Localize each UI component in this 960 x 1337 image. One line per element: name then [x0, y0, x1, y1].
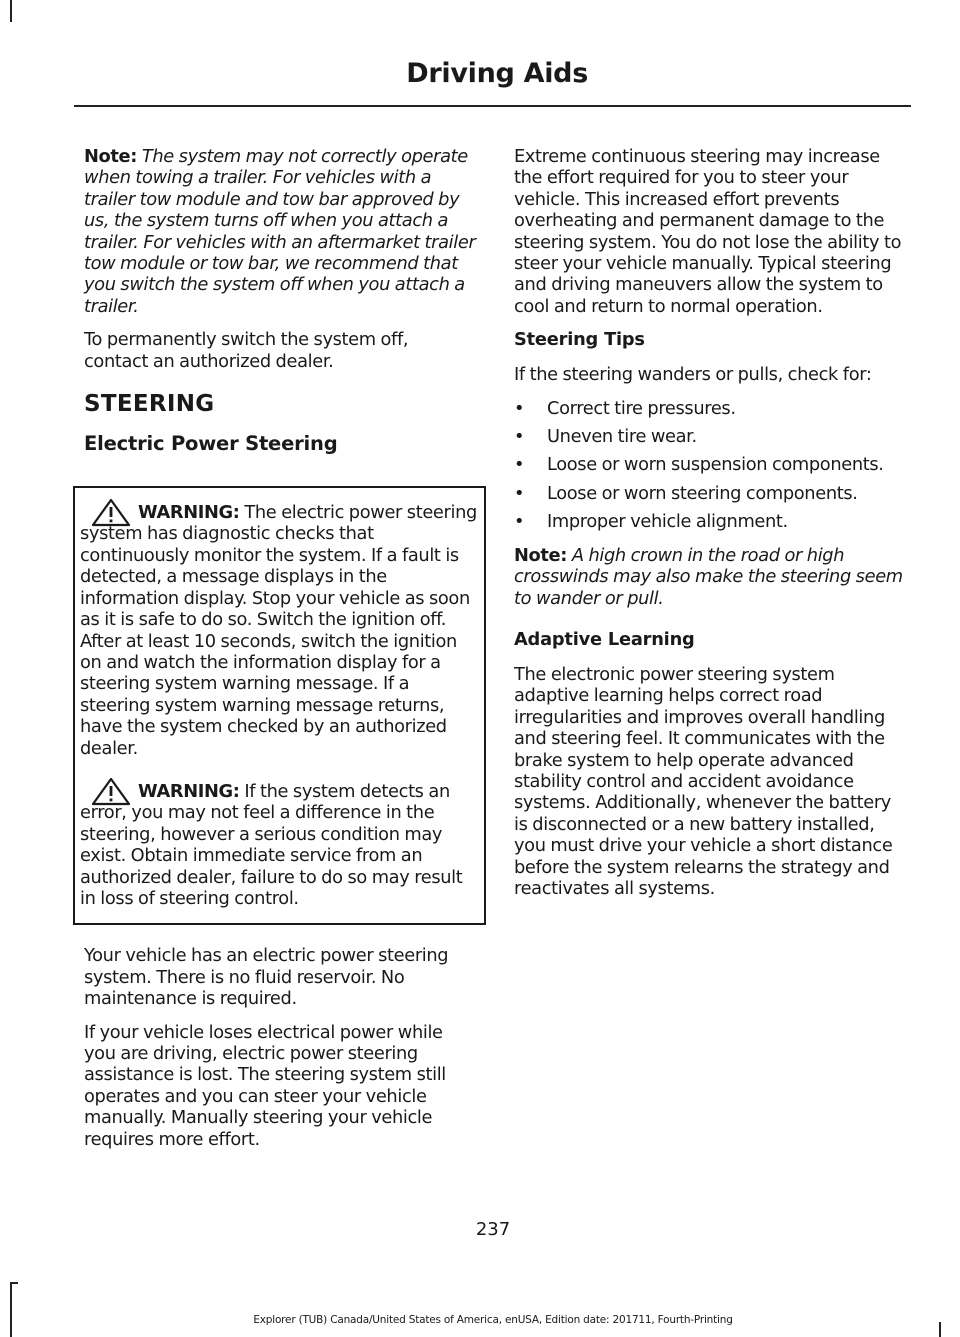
no-reservoir-paragraph: Your vehicle has an electric power steering system. There is no fluid reservoir. No maintenance is required.: [84, 945, 449, 1010]
right-column: [514, 146, 906, 911]
bullet: •: [514, 426, 525, 448]
bullet: •: [514, 482, 525, 504]
warning-text: If the system detects an error, you may not feel a difference in the steering, however a serious condition may exist. Obtain immediate service from an authorized dealer, failure to do so may result in loss of steering control.: [80, 780, 463, 909]
page-number: 237: [475, 1219, 511, 1240]
warning-triangle-icon: [90, 777, 132, 807]
bullet: •: [514, 454, 525, 476]
warning-box: [73, 486, 486, 925]
bullet: •: [514, 397, 525, 419]
warning-triangle-icon: [90, 498, 132, 528]
list-item: • Correct tire pressures.: [514, 397, 736, 419]
note-text: A high crown in the road or high crosswinds may also make the steering seem to wander or pull.: [514, 544, 903, 609]
left-column: [80, 146, 477, 1162]
section-heading: STEERING: [84, 391, 215, 418]
warning-text: The electric power steering system has diagnostic checks that continuously monitor the system. If a fault is detected, a message displays in the information display. Stop your vehicle as soon as it is safe to do so. Switch the ignition off. After at least 10 seconds, switch the ignition on and watch the information display for a steering system warning message. If a steering system warning message returns, have the system checked by an authorized dealer.: [80, 502, 477, 759]
list-item: • Loose or worn suspension components.: [514, 454, 884, 476]
note-text: The system may not correctly operate when towing a trailer. For vehicles with a trailer tow module and tow bar approved by us, the system turns off when you attach a trailer. For vehicles with an aftermarket trailer tow module or tow bar, we recommend that you switch the system off when you attach a trailer.: [84, 146, 476, 317]
warning-label: WARNING:: [138, 502, 240, 524]
adaptive-learning-paragraph: The electronic power steering system adaptive learning helps correct road irregularities and improves overall handling and steering feel. It communicates with the brake system to help operate advanced stability control and accident avoidance systems. Additionally, whenever the battery is disconnected or a new battery installed, you must drive your vehicle a short distance before the system relearns the strategy and reactivates all systems.: [514, 663, 893, 899]
switch-off-paragraph: To permanently switch the system off, contact an authorized dealer.: [84, 329, 409, 372]
crop-mark-bottom-left-horizontal: [10, 1282, 18, 1284]
note-paragraph: [514, 545, 906, 609]
crop-mark-bottom-left-vertical: [10, 1282, 12, 1337]
list-item: • Loose or worn steering components.: [514, 482, 858, 504]
bullet: •: [514, 511, 525, 533]
warning-label: WARNING:: [138, 780, 240, 802]
warning-item: [80, 781, 479, 909]
steering-tips-intro: If the steering wanders or pulls, check for:: [514, 364, 872, 386]
adaptive-learning-heading: Adaptive Learning: [514, 628, 695, 650]
note-label: Note:: [514, 544, 568, 566]
note-label: Note:: [84, 146, 138, 167]
steering-tips-list: [514, 398, 906, 533]
warning-item: [80, 502, 479, 759]
crop-mark-top-left: [10, 0, 12, 22]
subheading: Electric Power Steering: [84, 432, 338, 456]
list-item: • Uneven tire wear.: [514, 426, 697, 448]
page-header-title: Driving Aids: [406, 58, 588, 89]
list-item: • Improper vehicle alignment.: [514, 511, 788, 533]
header-divider: [74, 105, 911, 107]
footer-edition-text: Explorer (TUB) Canada/United States of America, enUSA, Edition date: 201711, Fourth-Printing: [253, 1314, 733, 1326]
extreme-steering-paragraph: Extreme continuous steering may increase the effort required for you to steer your vehicle. This increased effort prevents overheating and permanent damage to the steering system. You do not lose the ability to steer your vehicle manually. Typical steering and driving maneuvers allow the system to cool and return to normal operation.: [514, 146, 902, 317]
steering-tips-heading: Steering Tips: [514, 329, 645, 351]
power-loss-paragraph: If your vehicle loses electrical power while you are driving, electric power steering assistance is lost. The steering system still operates and you can steer your vehicle manually. Manually steering your vehicle requires more effort.: [84, 1021, 446, 1150]
note-paragraph: [84, 146, 476, 317]
